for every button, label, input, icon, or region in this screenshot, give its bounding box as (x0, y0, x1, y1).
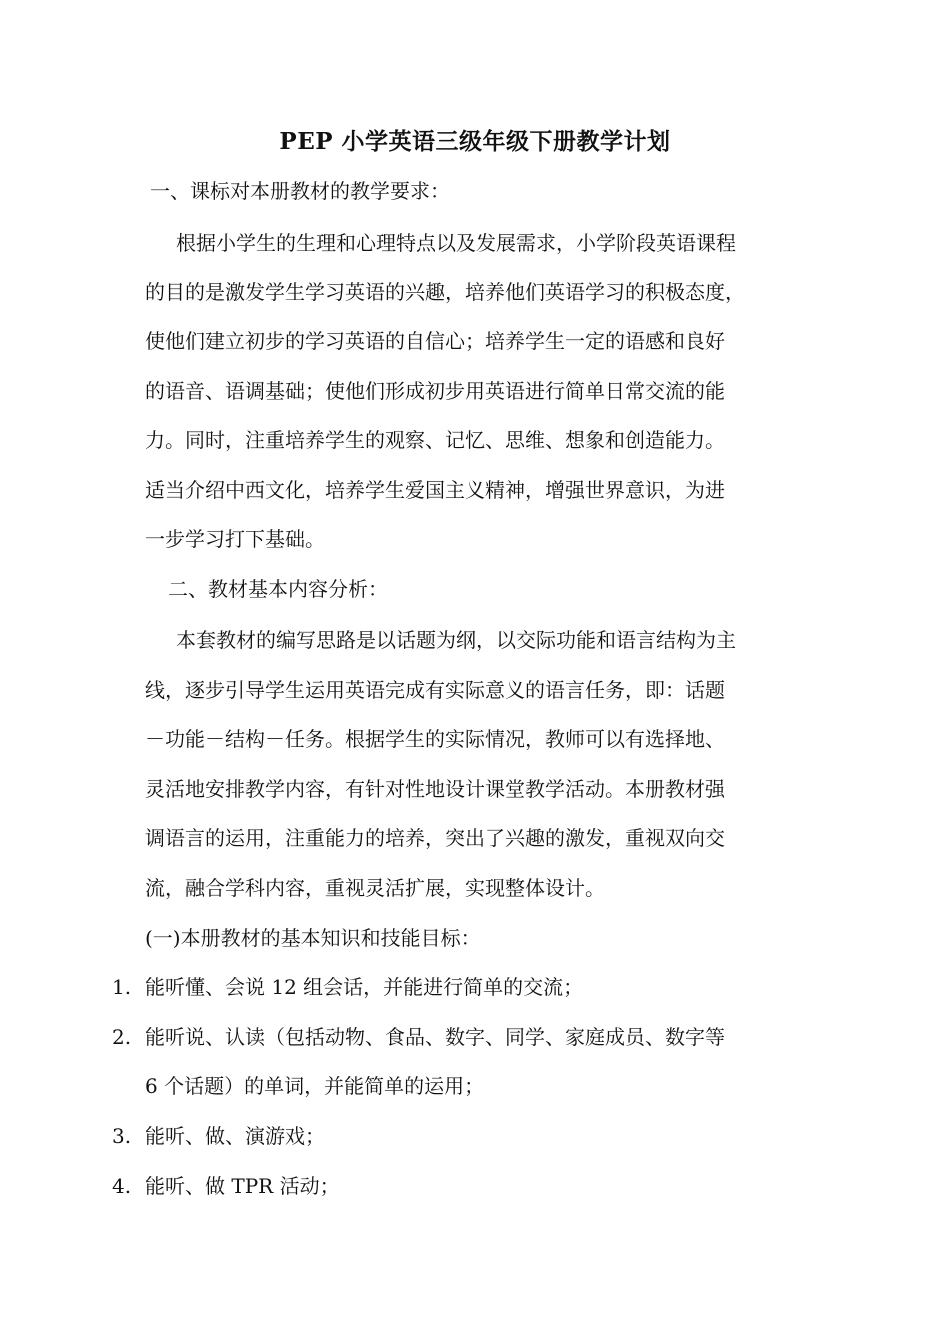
paragraph-line: 调语言的运用，注重能力的培养，突出了兴趣的激发，重视双向交 (145, 826, 725, 850)
paragraph-line: 流，融合学科内容，重视灵活扩展，实现整体设计。 (145, 876, 605, 900)
subsection-heading: (一)本册教材的基本知识和技能目标： (145, 926, 481, 950)
paragraph-line: 线，逐步引导学生运用英语完成有实际意义的语言任务，即：话题 (145, 678, 725, 702)
paragraph-line: 的语音、语调基础；使他们形成初步用英语进行简单日常交流的能 (145, 379, 725, 403)
list-item-text: 能听懂、会说 12 组会话，并能进行简单的交流； (145, 975, 584, 999)
paragraph-line: 的目的是激发学生学习英语的兴趣，培养他们英语学习的积极态度， (145, 280, 745, 304)
list-item-number: 3. (112, 1124, 132, 1148)
list-item-text: 能听说、认读（包括动物、食品、数字、同学、家庭成员、数字等 (145, 1025, 725, 1049)
section-heading-2: 二、教材基本内容分析： (168, 577, 388, 601)
paragraph-line: 根据小学生的生理和心理特点以及发展需求，小学阶段英语课程 (176, 231, 736, 255)
paragraph-line: 灵活地安排教学内容，有针对性地设计课堂教学活动。本册教材强 (145, 777, 725, 801)
list-item-text: 6 个话题）的单词，并能简单的运用； (145, 1074, 485, 1098)
list-item-text: 能听、做 TPR 活动； (145, 1174, 340, 1198)
list-item-number: 2. (112, 1025, 132, 1049)
paragraph-line: 使他们建立初步的学习英语的自信心；培养学生一定的语感和良好 (145, 329, 725, 353)
list-item-number: 4. (112, 1174, 132, 1198)
paragraph-line: 本套教材的编写思路是以话题为纲，以交际功能和语言结构为主 (176, 628, 736, 652)
list-item-number: 1. (112, 975, 132, 999)
paragraph-line: 力。同时，注重培养学生的观察、记忆、思维、想象和创造能力。 (145, 428, 725, 452)
paragraph-line: 适当介绍中西文化，培养学生爱国主义精神，增强世界意识，为进 (145, 478, 725, 502)
paragraph-line: 一步学习打下基础。 (145, 527, 325, 551)
page-title: PEP 小学英语三级年级下册教学计划 (279, 128, 671, 155)
list-item-text: 能听、做、演游戏； (145, 1124, 325, 1148)
section-heading-1: 一、课标对本册教材的教学要求： (150, 179, 450, 203)
paragraph-line: －功能－结构－任务。根据学生的实际情况，教师可以有选择地、 (145, 727, 725, 751)
